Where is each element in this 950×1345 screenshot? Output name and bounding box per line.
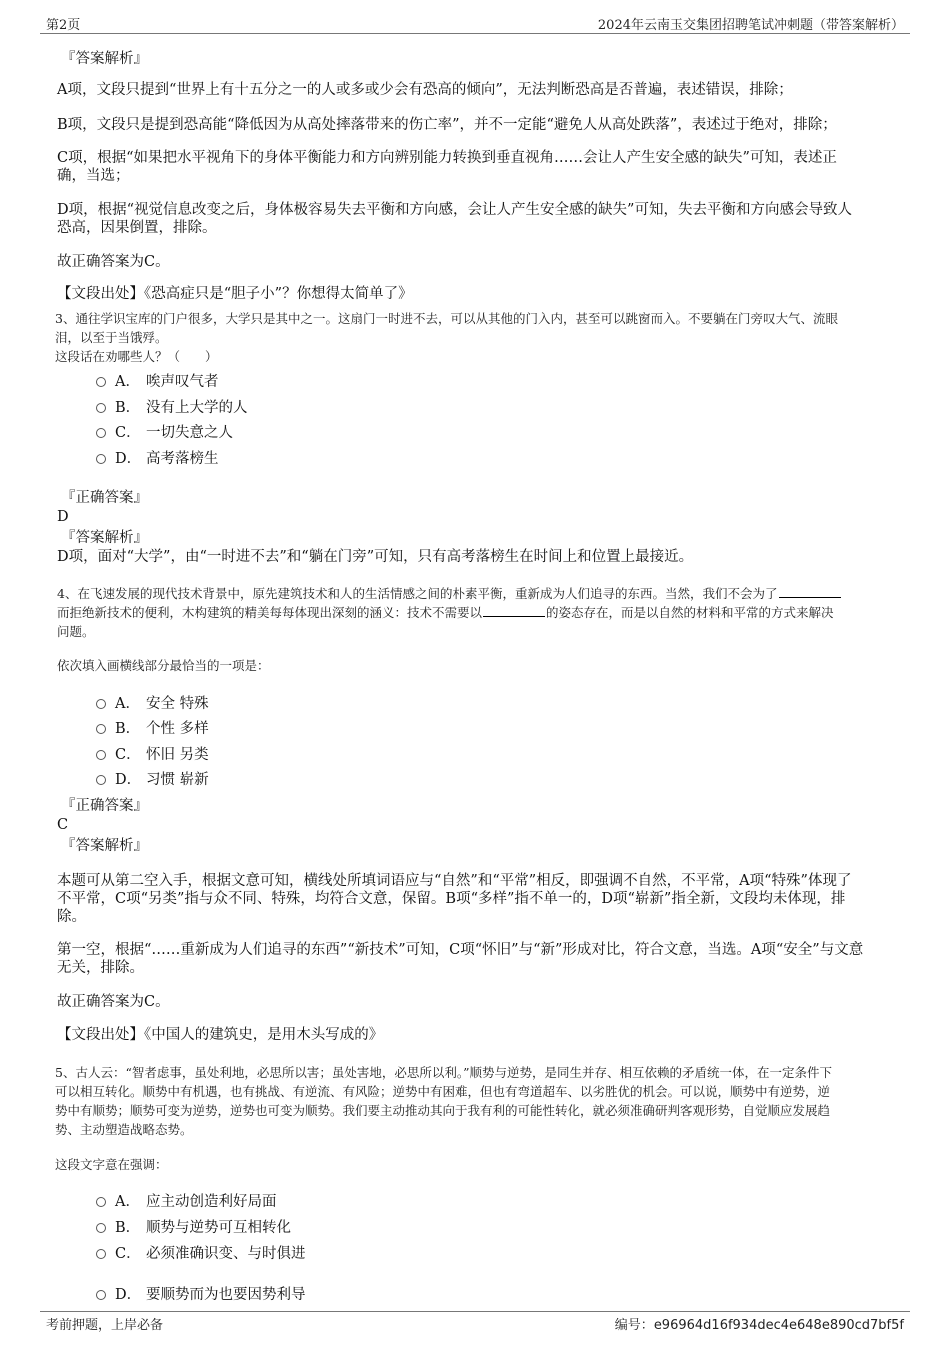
- radio-icon[interactable]: [96, 775, 106, 785]
- radio-icon[interactable]: [96, 1197, 106, 1207]
- radio-icon[interactable]: [96, 428, 106, 438]
- q2-analysis-c-line1: C项，根据“如果把水平视角下的身体平衡能力和方向辨别能力转换到垂直视角……会让人产生安全感的缺失”可知，表述正: [57, 150, 837, 166]
- q4-option-b[interactable]: B． 个性 多样: [96, 717, 209, 737]
- radio-icon[interactable]: [96, 403, 106, 413]
- q5-option-a[interactable]: A． 应主动创造利好局面: [96, 1190, 277, 1210]
- page-number: 第2页: [46, 18, 81, 33]
- q4-option-a[interactable]: A． 安全 特殊: [96, 692, 209, 712]
- q4-option-d[interactable]: D． 习惯 崭新: [96, 768, 209, 788]
- radio-icon[interactable]: [96, 1290, 106, 1300]
- radio-icon[interactable]: [96, 377, 106, 387]
- q4-blank-1: [779, 586, 841, 598]
- q3-option-b[interactable]: B． 没有上大学的人: [96, 396, 248, 416]
- q5-ask: 这段文字意在强调：: [55, 1157, 168, 1172]
- q3-option-c[interactable]: C． 一切失意之人: [96, 421, 233, 441]
- radio-icon[interactable]: [96, 750, 106, 760]
- q3-stem-line2: 泪，以至于当饿殍。: [55, 330, 168, 345]
- q4-analysis-p1-line2: 不平常，C项“另类”指与众不同、特殊，均符合文意，保留。B项“多样”指不单一的，D项“崭新”指全新，文段均未体现，排: [57, 891, 846, 907]
- q2-analysis-d-line1: D项，根据“视觉信息改变之后，身体极容易失去平衡和方向感，会让人产生安全感的缺失”可知，失去平衡和方向感会导致人: [57, 202, 852, 218]
- q4-analysis-p2-line2: 无关，排除。: [57, 960, 144, 976]
- q5-option-d[interactable]: D． 要顺势而为也要因势利导: [96, 1283, 306, 1303]
- q4-blank-2: [483, 605, 545, 617]
- document-title: 2024年云南玉交集团招聘笔试冲刺题（带答案解析）: [597, 18, 904, 33]
- q3-analysis-label: 『答案解析』: [61, 530, 148, 546]
- q2-source: 【文段出处】《恐高症只是“胆子小”？你想得太简单了》: [57, 286, 413, 302]
- q2-analysis-d-line2: 恐高，因果倒置，排除。: [57, 220, 217, 236]
- footer-code: 编号：e96964d16f934dec4e648e890cd7bf5f: [614, 1318, 904, 1333]
- q4-analysis-p1-line1: 本题可从第二空入手，根据文意可知，横线处所填词语应与“自然”和“平常”相反，即强调不自然，不平常，A项“特殊”体现了: [57, 873, 852, 889]
- radio-icon[interactable]: [96, 1223, 106, 1233]
- q3-analysis: D项，面对“大学”，由“一时进不去”和“躺在门旁”可知，只有高考落榜生在时间上和位置上最接近。: [57, 549, 694, 565]
- q4-stem-line2: 而拒绝新技术的便利，木构建筑的精美每每体现出深刻的涵义：技术不需要以 的姿态存在，而是以自然的材料和平常的方式来解决: [57, 605, 834, 620]
- q4-answer: C: [57, 817, 69, 833]
- radio-icon[interactable]: [96, 699, 106, 709]
- footer-slogan: 考前押题，上岸必备: [46, 1318, 164, 1333]
- q3-option-d[interactable]: D． 高考落榜生: [96, 447, 219, 467]
- q5-option-b[interactable]: B． 顺势与逆势可互相转化: [96, 1216, 291, 1236]
- q2-analysis-label: 『答案解析』: [61, 51, 148, 67]
- q5-stem-line2: 可以相互转化。顺势中有机遇，也有挑战、有逆流、有风险；逆势中有困难，但也有弯道超车、以劣胜优的机会。可以说，顺势中有逆势，逆: [55, 1084, 831, 1099]
- q5-stem-line1: 5、古人云：“智者虑事，虽处利地，必思所以害；虽处害地，必思所以利。”顺势与逆势，是同生并存、相互依赖的矛盾统一体，在一定条件下: [55, 1065, 832, 1080]
- q3-answer-label: 『正确答案』: [61, 490, 148, 506]
- q3-option-a[interactable]: A． 唉声叹气者: [96, 370, 219, 390]
- q2-conclusion: 故正确答案为C。: [57, 254, 170, 270]
- q2-analysis-c-line2: 确，当选；: [57, 168, 130, 184]
- q3-answer: D: [57, 509, 69, 525]
- q4-stem-line1: 4、在飞速发展的现代技术背景中，原先建筑技术和人的生活情感之间的朴素平衡，重新成为人们追寻的东西。当然，我们不会为了: [57, 584, 841, 603]
- q2-analysis-a: A项，文段只提到“世界上有十五分之一的人或多或少会有恐高的倾向”，无法判断恐高是否普遍，表述错误，排除；: [57, 82, 793, 98]
- q4-analysis-label: 『答案解析』: [61, 838, 148, 854]
- q3-stem-line1: 3、通往学识宝库的门户很多，大学只是其中之一。这扇门一时进不去，可以从其他的门入内，甚至可以跳窗而入。不要躺在门旁叹大气、流眼: [55, 311, 838, 326]
- q2-analysis-b: B项，文段只是提到恐高能“降低因为从高处摔落带来的伤亡率”，并不一定能“避免人从高处跌落”，表述过于绝对，排除；: [57, 117, 837, 133]
- radio-icon[interactable]: [96, 724, 106, 734]
- q4-answer-label: 『正确答案』: [61, 798, 148, 814]
- q5-stem-line4: 势、主动塑造战略态势。: [55, 1122, 193, 1137]
- q4-source: 【文段出处】《中国人的建筑史，是用木头写成的》: [57, 1027, 384, 1043]
- q4-ask: 依次填入画横线部分最恰当的一项是：: [57, 658, 270, 673]
- q3-ask: 这段话在劝哪些人？（ ）: [55, 349, 218, 364]
- footer-divider: [40, 1311, 910, 1312]
- q5-option-c[interactable]: C． 必须准确识变、与时俱进: [96, 1242, 306, 1262]
- q4-analysis-p1-line3: 除。: [57, 909, 86, 925]
- radio-icon[interactable]: [96, 1249, 106, 1259]
- radio-icon[interactable]: [96, 454, 106, 464]
- q4-stem-line3: 问题。: [57, 624, 95, 639]
- q4-analysis-p2-line1: 第一空，根据“……重新成为人们追寻的东西”“新技术”可知，C项“怀旧”与“新”形成对比，符合文意，当选。A项“安全”与文意: [57, 942, 864, 958]
- header-divider: [40, 33, 910, 34]
- q4-option-c[interactable]: C． 怀旧 另类: [96, 743, 209, 763]
- q5-stem-line3: 势中有顺势；顺势可变为逆势，逆势也可变为顺势。我们要主动推动其向于我有利的可能性转化，就必须准确研判客观形势，自觉顺应发展趋: [55, 1103, 831, 1118]
- q4-conclusion: 故正确答案为C。: [57, 994, 170, 1010]
